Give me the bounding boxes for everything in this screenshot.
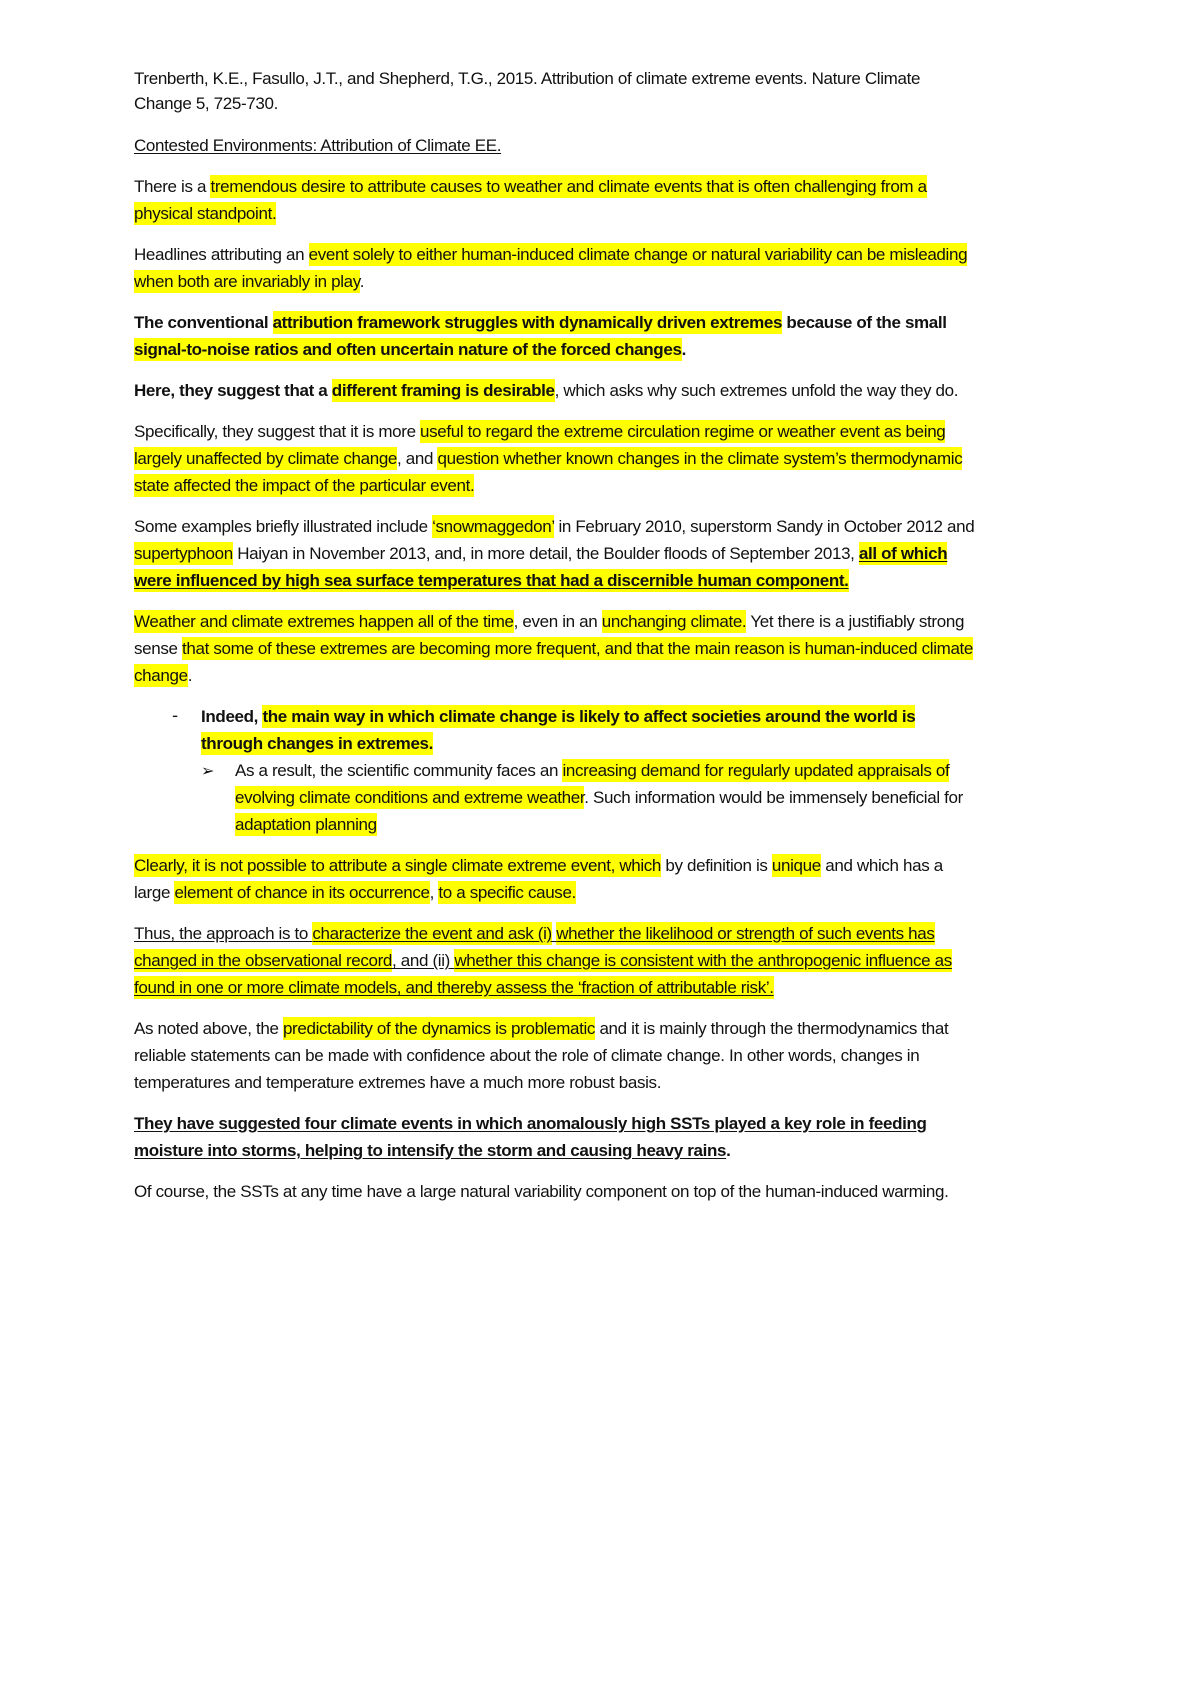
document-body (134, 66, 976, 1219)
dash-bullet-marker: - (172, 706, 178, 726)
highlighted-text: element of chance in its occurrence (174, 883, 430, 902)
highlighted-text: predictability of the dynamics is problematic (282, 1019, 596, 1038)
paragraph (134, 608, 976, 689)
paragraph (134, 241, 976, 295)
text-run: Thus, the approach is to (134, 924, 313, 943)
highlighted-text: that some of these extremes are becoming more frequent, and that the main reason is human-induced climate change (134, 639, 974, 685)
highlighted-text: increasing demand for regularly updated appraisals of evolving climate conditions and extreme weather (235, 761, 950, 807)
text-run: , and (ii) (392, 951, 455, 970)
text-run: Some examples briefly illustrated include (134, 517, 433, 536)
text-run: and it is mainly through the thermodynamics that reliable statements can be made with confidence about the role of climate change. In other words, changes in temperatures and temperature extremes have a much more robust basis. (134, 1019, 949, 1092)
text-run: , and (397, 449, 438, 468)
text-run: and which has a large (134, 856, 943, 902)
highlighted-text: supertyphoon (134, 544, 233, 563)
text-run: Contested Environments: Attribution of Climate EE. (134, 136, 502, 155)
highlighted-text: whether this change is consistent with the anthropogenic influence as found in one or more climate models, and thereby assess the ‘fraction of attributable risk’. (134, 951, 952, 997)
paragraph (134, 173, 976, 227)
text-run: . (681, 340, 686, 359)
highlighted-text: attribution framework struggles with dynamically driven extremes (272, 313, 783, 332)
citation-paragraph (134, 66, 976, 116)
highlighted-text: different framing is desirable (331, 381, 555, 400)
paragraph (134, 418, 976, 499)
paragraph (134, 920, 976, 1001)
text-run: by definition is (661, 856, 772, 875)
text-run: Specifically, they suggest that it is more (134, 422, 421, 441)
highlighted-text: the main way in which climate change is likely to affect societies around the world is through changes in extremes. (201, 707, 916, 753)
paragraph (134, 309, 976, 363)
text-run: They have suggested four climate events in which anomalously high SSTs played a key role in feeding moisture into storms, helping to intensify the storm and causing heavy rains (134, 1114, 927, 1160)
highlighted-text: tremendous desire to attribute causes to weather and climate events that is often challenging from a physical standpoint. (134, 177, 927, 223)
highlighted-text: unique (771, 856, 821, 875)
text-run: , which asks why such extremes unfold the way they do. (554, 381, 959, 400)
text-run: Headlines attributing an (134, 245, 309, 264)
text-run: There is a (134, 177, 211, 196)
highlighted-text: characterize the event and ask (i) (312, 924, 552, 943)
bullet-item (134, 703, 976, 757)
highlighted-text: useful to regard the extreme circulation regime or weather event as being largely unaffected by climate change (134, 422, 946, 468)
highlighted-text: Clearly, it is not possible to attribute a single climate extreme event, which (134, 856, 662, 875)
paragraph (134, 1015, 976, 1096)
highlighted-text: whether the likelihood or strength of such events has changed in the observational record (134, 924, 935, 970)
paragraph (134, 1178, 976, 1205)
text-run: Trenberth, K.E., Fasullo, J.T., and Shepherd, T.G., 2015. Attribution of climate extreme events. Nature Climate Change 5, 725-730. (134, 69, 921, 113)
text-run: Indeed, (201, 707, 263, 726)
paragraph (134, 513, 976, 594)
text-run: Of course, the SSTs at any time have a large natural variability component on top of the human-induced warming. (134, 1182, 949, 1201)
text-run: The conventional (134, 313, 273, 332)
text-run: , even in an (513, 612, 602, 631)
text-run: , (429, 883, 439, 902)
highlighted-text: signal-to-noise ratios and often uncertain nature of the forced changes (134, 340, 682, 359)
text-run: Here, they suggest that a (134, 381, 332, 400)
highlighted-text: Weather and climate extremes happen all of the time (134, 612, 514, 631)
text-run: As a result, the scientific community faces an (235, 761, 563, 780)
text-run: because of the small (782, 313, 947, 332)
arrow-bullet-icon: ➢ (201, 761, 215, 780)
highlighted-text: question whether known changes in the climate system’s thermodynamic state affected the impact of the particular event. (134, 449, 963, 495)
highlighted-text: ‘snowmaggedon’ (432, 517, 555, 536)
text-run: As noted above, the (134, 1019, 283, 1038)
text-run: . Such information would be immensely beneficial for (584, 788, 963, 807)
highlighted-text: event solely to either human-induced climate change or natural variability can be misleading when both are invariably in play (134, 245, 968, 291)
highlighted-text: to a specific cause. (438, 883, 576, 902)
paragraph (134, 852, 976, 906)
text-run: Haiyan in November 2013, and, in more detail, the Boulder floods of September 2013, (232, 544, 859, 563)
text-run: . (359, 272, 365, 291)
highlighted-text: unchanging climate. (601, 612, 747, 631)
paragraph (134, 377, 976, 404)
text-run: Yet there is a justifiably strong sense (134, 612, 965, 658)
text-run: . (187, 666, 193, 685)
text-run: in February 2010, superstorm Sandy in October 2012 and (554, 517, 975, 536)
paragraph (134, 132, 976, 159)
highlighted-text: adaptation planning (235, 815, 377, 834)
text-run: . (726, 1141, 731, 1160)
highlighted-text: all of which were influenced by high sea surface temperatures that had a discernible human component. (134, 544, 948, 590)
paragraph (134, 1110, 976, 1164)
sub-bullet-item (134, 757, 976, 838)
